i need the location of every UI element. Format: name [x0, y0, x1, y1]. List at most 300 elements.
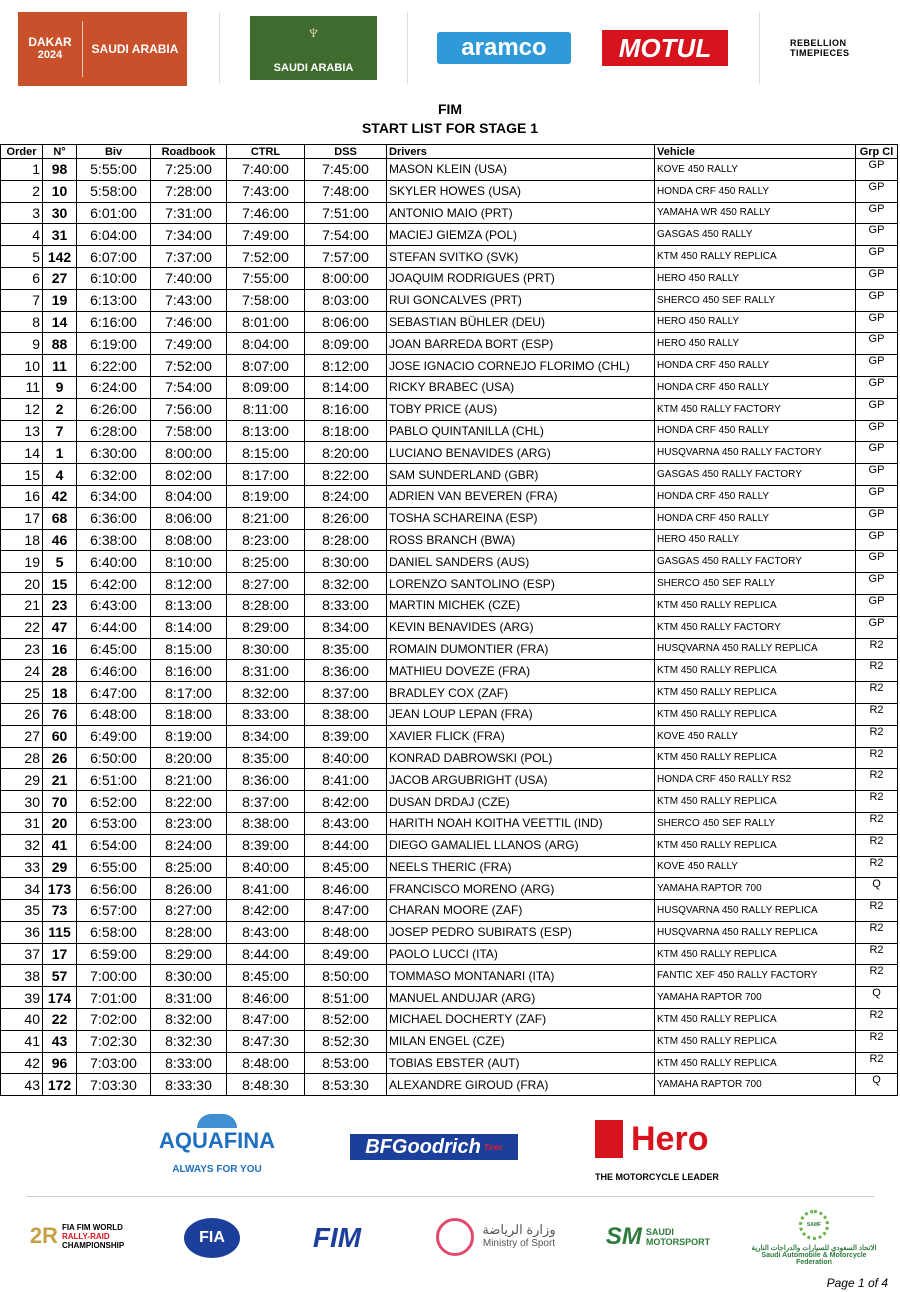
- vehicle-cell: HONDA CRF 450 RALLY: [655, 355, 856, 377]
- number-cell: 9: [43, 376, 77, 398]
- order-cell: 15: [1, 464, 43, 486]
- group-class-cell: R2: [856, 834, 898, 856]
- ministry-flower-icon: [436, 1218, 474, 1256]
- vehicle-cell: KTM 450 RALLY REPLICA: [655, 1052, 856, 1074]
- group-class-cell: GP: [856, 224, 898, 246]
- dakar-region: SAUDI ARABIA: [91, 42, 179, 56]
- number-cell: 173: [43, 878, 77, 900]
- group-class-cell: Q: [856, 878, 898, 900]
- order-cell: 3: [1, 202, 43, 224]
- table-row: [1, 333, 898, 355]
- aquafina-logo: [158, 1114, 276, 1175]
- driver-cell: ALEXANDRE GIROUD (FRA): [387, 1074, 655, 1096]
- order-cell: 25: [1, 682, 43, 704]
- number-cell: 7: [43, 420, 77, 442]
- table-row: [1, 573, 898, 595]
- table-row: [1, 638, 898, 660]
- start-list-table: [0, 144, 898, 1096]
- vehicle-cell: KTM 450 RALLY FACTORY: [655, 398, 856, 420]
- table-row: [1, 834, 898, 856]
- roadbook-cell: 7:25:00: [151, 159, 227, 181]
- ctrl-cell: 7:55:00: [227, 267, 305, 289]
- wrrc-logo: [26, 1218, 128, 1254]
- roadbook-cell: 7:40:00: [151, 267, 227, 289]
- biv-cell: 6:46:00: [77, 660, 151, 682]
- vehicle-cell: HUSQVARNA 450 RALLY REPLICA: [655, 921, 856, 943]
- biv-cell: 6:42:00: [77, 573, 151, 595]
- group-class-cell: GP: [856, 311, 898, 333]
- ctrl-cell: 8:34:00: [227, 725, 305, 747]
- sponsor-row-bottom: [0, 1204, 900, 1270]
- roadbook-cell: 7:31:00: [151, 202, 227, 224]
- ctrl-cell: 8:11:00: [227, 398, 305, 420]
- palm-swords-icon: ♆: [306, 22, 321, 44]
- hero-logo: [595, 1120, 740, 1182]
- dss-cell: 8:12:00: [305, 355, 387, 377]
- dakar-year: 2024: [37, 49, 63, 61]
- ctrl-cell: 8:38:00: [227, 812, 305, 834]
- group-class-cell: GP: [856, 333, 898, 355]
- biv-cell: 6:47:00: [77, 682, 151, 704]
- group-class-cell: R2: [856, 703, 898, 725]
- biv-cell: 6:13:00: [77, 289, 151, 311]
- roadbook-cell: 8:24:00: [151, 834, 227, 856]
- dss-cell: 8:51:00: [305, 987, 387, 1009]
- fia-logo: FIA: [184, 1218, 240, 1258]
- dss-cell: 7:45:00: [305, 159, 387, 181]
- table-row: [1, 725, 898, 747]
- table-row: [1, 202, 898, 224]
- roadbook-cell: 8:29:00: [151, 943, 227, 965]
- order-cell: 21: [1, 594, 43, 616]
- driver-cell: CHARAN MOORE (ZAF): [387, 900, 655, 922]
- driver-cell: HARITH NOAH KOITHA VEETTIL (IND): [387, 812, 655, 834]
- roadbook-cell: 8:23:00: [151, 812, 227, 834]
- driver-cell: ROSS BRANCH (BWA): [387, 529, 655, 551]
- order-cell: 16: [1, 485, 43, 507]
- ctrl-cell: 8:23:00: [227, 529, 305, 551]
- group-class-cell: GP: [856, 398, 898, 420]
- driver-cell: KEVIN BENAVIDES (ARG): [387, 616, 655, 638]
- number-cell: 47: [43, 616, 77, 638]
- group-class-cell: R2: [856, 812, 898, 834]
- biv-cell: 6:22:00: [77, 355, 151, 377]
- ctrl-cell: 8:45:00: [227, 965, 305, 987]
- number-cell: 30: [43, 202, 77, 224]
- roadbook-cell: 7:56:00: [151, 398, 227, 420]
- order-cell: 38: [1, 965, 43, 987]
- ctrl-cell: 8:44:00: [227, 943, 305, 965]
- roadbook-cell: 8:10:00: [151, 551, 227, 573]
- group-class-cell: GP: [856, 420, 898, 442]
- col-ctrl: CTRL: [227, 145, 305, 159]
- biv-cell: 6:24:00: [77, 376, 151, 398]
- dss-cell: 8:06:00: [305, 311, 387, 333]
- driver-cell: STEFAN SVITKO (SVK): [387, 246, 655, 268]
- biv-cell: 6:10:00: [77, 267, 151, 289]
- vehicle-cell: HUSQVARNA 450 RALLY FACTORY: [655, 442, 856, 464]
- biv-cell: 6:50:00: [77, 747, 151, 769]
- group-class-cell: GP: [856, 616, 898, 638]
- table-row: [1, 594, 898, 616]
- vehicle-cell: KTM 450 RALLY FACTORY: [655, 616, 856, 638]
- roadbook-cell: 8:32:30: [151, 1030, 227, 1052]
- dss-cell: 7:48:00: [305, 180, 387, 202]
- order-cell: 34: [1, 878, 43, 900]
- biv-cell: 6:04:00: [77, 224, 151, 246]
- dss-cell: 8:33:00: [305, 594, 387, 616]
- biv-cell: 5:58:00: [77, 180, 151, 202]
- vehicle-cell: YAMAHA RAPTOR 700: [655, 987, 856, 1009]
- document-title: FIM: [437, 101, 463, 117]
- group-class-cell: GP: [856, 267, 898, 289]
- biv-cell: 6:28:00: [77, 420, 151, 442]
- dss-cell: 8:28:00: [305, 529, 387, 551]
- dss-cell: 8:44:00: [305, 834, 387, 856]
- ctrl-cell: 8:17:00: [227, 464, 305, 486]
- group-class-cell: Q: [856, 1074, 898, 1096]
- vehicle-cell: KTM 450 RALLY REPLICA: [655, 747, 856, 769]
- group-class-cell: R2: [856, 682, 898, 704]
- order-cell: 7: [1, 289, 43, 311]
- number-cell: 57: [43, 965, 77, 987]
- driver-cell: KONRAD DABROWSKI (POL): [387, 747, 655, 769]
- driver-cell: ADRIEN VAN BEVEREN (FRA): [387, 485, 655, 507]
- ministry-of-sport-logo: [426, 1214, 566, 1260]
- table-row: [1, 267, 898, 289]
- group-class-cell: GP: [856, 289, 898, 311]
- roadbook-cell: 7:28:00: [151, 180, 227, 202]
- order-cell: 11: [1, 376, 43, 398]
- order-cell: 19: [1, 551, 43, 573]
- samf-logo: [744, 1210, 884, 1266]
- group-class-cell: GP: [856, 355, 898, 377]
- number-cell: 41: [43, 834, 77, 856]
- driver-cell: BRADLEY COX (ZAF): [387, 682, 655, 704]
- roadbook-cell: 8:20:00: [151, 747, 227, 769]
- number-cell: 20: [43, 812, 77, 834]
- col-drivers: Drivers: [387, 145, 655, 159]
- group-class-cell: R2: [856, 1030, 898, 1052]
- saudi-arabia-label: SAUDI ARABIA: [273, 62, 354, 74]
- table-row: [1, 398, 898, 420]
- ministry-english: Ministry of Sport: [482, 1238, 556, 1249]
- ctrl-cell: 8:27:00: [227, 573, 305, 595]
- sponsor-row-top: [0, 1108, 900, 1192]
- table-row: [1, 965, 898, 987]
- roadbook-cell: 8:18:00: [151, 703, 227, 725]
- driver-cell: RICKY BRABEC (USA): [387, 376, 655, 398]
- bfgoodrich-logo: [350, 1134, 518, 1160]
- group-class-cell: R2: [856, 1009, 898, 1031]
- group-class-cell: GP: [856, 464, 898, 486]
- biv-cell: 7:00:00: [77, 965, 151, 987]
- dss-cell: 7:54:00: [305, 224, 387, 246]
- vehicle-cell: KTM 450 RALLY REPLICA: [655, 660, 856, 682]
- ctrl-cell: 8:32:00: [227, 682, 305, 704]
- group-class-cell: R2: [856, 747, 898, 769]
- table-row: [1, 485, 898, 507]
- group-class-cell: GP: [856, 485, 898, 507]
- number-cell: 1: [43, 442, 77, 464]
- roadbook-cell: 8:13:00: [151, 594, 227, 616]
- roadbook-cell: 7:54:00: [151, 376, 227, 398]
- number-cell: 21: [43, 769, 77, 791]
- table-row: [1, 660, 898, 682]
- ctrl-cell: 8:35:00: [227, 747, 305, 769]
- vehicle-cell: HUSQVARNA 450 RALLY REPLICA: [655, 638, 856, 660]
- number-cell: 5: [43, 551, 77, 573]
- biv-cell: 6:16:00: [77, 311, 151, 333]
- roadbook-cell: 8:22:00: [151, 791, 227, 813]
- biv-cell: 6:53:00: [77, 812, 151, 834]
- vehicle-cell: KTM 450 RALLY REPLICA: [655, 703, 856, 725]
- vehicle-cell: KTM 450 RALLY REPLICA: [655, 834, 856, 856]
- number-cell: 29: [43, 856, 77, 878]
- vehicle-cell: HERO 450 RALLY: [655, 311, 856, 333]
- ctrl-cell: 8:48:00: [227, 1052, 305, 1074]
- dss-cell: 8:45:00: [305, 856, 387, 878]
- order-cell: 8: [1, 311, 43, 333]
- driver-cell: JOAQUIM RODRIGUES (PRT): [387, 267, 655, 289]
- ctrl-cell: 8:25:00: [227, 551, 305, 573]
- col-vehicle: Vehicle: [655, 145, 856, 159]
- driver-cell: PAOLO LUCCI (ITA): [387, 943, 655, 965]
- number-cell: 70: [43, 791, 77, 813]
- roadbook-cell: 8:33:00: [151, 1052, 227, 1074]
- driver-cell: DIEGO GAMALIEL LLANOS (ARG): [387, 834, 655, 856]
- driver-cell: MANUEL ANDUJAR (ARG): [387, 987, 655, 1009]
- group-class-cell: R2: [856, 725, 898, 747]
- col-dss: DSS: [305, 145, 387, 159]
- biv-cell: 6:34:00: [77, 485, 151, 507]
- dss-cell: 8:09:00: [305, 333, 387, 355]
- number-cell: 42: [43, 485, 77, 507]
- col-order: Order: [1, 145, 43, 159]
- driver-cell: SKYLER HOWES (USA): [387, 180, 655, 202]
- number-cell: 16: [43, 638, 77, 660]
- order-cell: 26: [1, 703, 43, 725]
- number-cell: 31: [43, 224, 77, 246]
- dss-cell: 8:53:00: [305, 1052, 387, 1074]
- biv-cell: 6:36:00: [77, 507, 151, 529]
- ctrl-cell: 8:15:00: [227, 442, 305, 464]
- roadbook-cell: 8:12:00: [151, 573, 227, 595]
- ctrl-cell: 8:47:00: [227, 1009, 305, 1031]
- table-row: [1, 246, 898, 268]
- table-row: [1, 224, 898, 246]
- samf-mark: SAMF: [806, 1222, 822, 1228]
- bfgoodrich-sub: Tires: [483, 1142, 503, 1152]
- group-class-cell: GP: [856, 594, 898, 616]
- table-row: [1, 442, 898, 464]
- number-cell: 10: [43, 180, 77, 202]
- table-row: [1, 703, 898, 725]
- number-cell: 4: [43, 464, 77, 486]
- vehicle-cell: YAMAHA WR 450 RALLY: [655, 202, 856, 224]
- vehicle-cell: KTM 450 RALLY REPLICA: [655, 1009, 856, 1031]
- order-cell: 22: [1, 616, 43, 638]
- aquafina-name: AQUAFINA: [158, 1128, 276, 1153]
- number-cell: 27: [43, 267, 77, 289]
- group-class-cell: GP: [856, 202, 898, 224]
- vehicle-cell: SHERCO 450 SEF RALLY: [655, 573, 856, 595]
- number-cell: 26: [43, 747, 77, 769]
- biv-cell: 6:40:00: [77, 551, 151, 573]
- ctrl-cell: 8:09:00: [227, 376, 305, 398]
- vehicle-cell: HONDA CRF 450 RALLY: [655, 507, 856, 529]
- order-cell: 36: [1, 921, 43, 943]
- driver-cell: SAM SUNDERLAND (GBR): [387, 464, 655, 486]
- order-cell: 30: [1, 791, 43, 813]
- ctrl-cell: 8:40:00: [227, 856, 305, 878]
- divider: [26, 1196, 874, 1197]
- biv-cell: 6:01:00: [77, 202, 151, 224]
- dss-cell: 8:16:00: [305, 398, 387, 420]
- table-header-row: [1, 145, 898, 159]
- group-class-cell: R2: [856, 769, 898, 791]
- number-cell: 18: [43, 682, 77, 704]
- page-number: Page 1 of 4: [826, 1276, 888, 1290]
- driver-cell: MICHAEL DOCHERTY (ZAF): [387, 1009, 655, 1031]
- table-row: [1, 311, 898, 333]
- dss-cell: 8:46:00: [305, 878, 387, 900]
- order-cell: 43: [1, 1074, 43, 1096]
- roadbook-cell: 7:43:00: [151, 289, 227, 311]
- ctrl-cell: 8:47:30: [227, 1030, 305, 1052]
- vehicle-cell: HONDA CRF 450 RALLY: [655, 420, 856, 442]
- dss-cell: 8:43:00: [305, 812, 387, 834]
- ctrl-cell: 8:28:00: [227, 594, 305, 616]
- number-cell: 115: [43, 921, 77, 943]
- ctrl-cell: 8:04:00: [227, 333, 305, 355]
- number-cell: 98: [43, 159, 77, 181]
- vehicle-cell: KTM 450 RALLY REPLICA: [655, 791, 856, 813]
- vehicle-cell: HONDA CRF 450 RALLY RS2: [655, 769, 856, 791]
- dss-cell: 8:53:30: [305, 1074, 387, 1096]
- dss-cell: 8:48:00: [305, 921, 387, 943]
- order-cell: 31: [1, 812, 43, 834]
- biv-cell: 6:48:00: [77, 703, 151, 725]
- number-cell: 142: [43, 246, 77, 268]
- vehicle-cell: FANTIC XEF 450 RALLY FACTORY: [655, 965, 856, 987]
- ctrl-cell: 8:36:00: [227, 769, 305, 791]
- table-row: [1, 943, 898, 965]
- table-row: [1, 180, 898, 202]
- water-drop-icon: [197, 1114, 237, 1128]
- group-class-cell: GP: [856, 507, 898, 529]
- table-row: [1, 878, 898, 900]
- table-row: [1, 551, 898, 573]
- saudi-motorsport-mark: SM: [605, 1223, 642, 1250]
- hero-mark-icon: [595, 1120, 623, 1158]
- wrrc-line3: CHAMPIONSHIP: [61, 1240, 125, 1250]
- group-class-cell: R2: [856, 638, 898, 660]
- driver-cell: SEBASTIAN BÜHLER (DEU): [387, 311, 655, 333]
- ctrl-cell: 8:29:00: [227, 616, 305, 638]
- table-row: [1, 1074, 898, 1096]
- biv-cell: 6:54:00: [77, 834, 151, 856]
- biv-cell: 7:03:30: [77, 1074, 151, 1096]
- number-cell: 96: [43, 1052, 77, 1074]
- driver-cell: ROMAIN DUMONTIER (FRA): [387, 638, 655, 660]
- driver-cell: JOAN BARREDA BORT (ESP): [387, 333, 655, 355]
- table-row: [1, 1030, 898, 1052]
- col-number: N°: [43, 145, 77, 159]
- number-cell: 73: [43, 900, 77, 922]
- driver-cell: DUSAN DRDAJ (CZE): [387, 791, 655, 813]
- group-class-cell: GP: [856, 551, 898, 573]
- roadbook-cell: 8:25:00: [151, 856, 227, 878]
- dss-cell: 8:30:00: [305, 551, 387, 573]
- order-cell: 42: [1, 1052, 43, 1074]
- vehicle-cell: YAMAHA RAPTOR 700: [655, 878, 856, 900]
- driver-cell: TOMMASO MONTANARI (ITA): [387, 965, 655, 987]
- dss-cell: 7:51:00: [305, 202, 387, 224]
- dss-cell: 8:26:00: [305, 507, 387, 529]
- order-cell: 2: [1, 180, 43, 202]
- table-row: [1, 769, 898, 791]
- group-class-cell: R2: [856, 900, 898, 922]
- number-cell: 11: [43, 355, 77, 377]
- biv-cell: 6:52:00: [77, 791, 151, 813]
- order-cell: 35: [1, 900, 43, 922]
- roadbook-cell: 8:00:00: [151, 442, 227, 464]
- vehicle-cell: GASGAS 450 RALLY: [655, 224, 856, 246]
- number-cell: 174: [43, 987, 77, 1009]
- ctrl-cell: 8:48:30: [227, 1074, 305, 1096]
- driver-cell: MACIEJ GIEMZA (POL): [387, 224, 655, 246]
- ctrl-cell: 8:01:00: [227, 311, 305, 333]
- biv-cell: 6:44:00: [77, 616, 151, 638]
- biv-cell: 6:38:00: [77, 529, 151, 551]
- bfgoodrich-name: BFGoodrich: [365, 1135, 481, 1158]
- table-row: [1, 1052, 898, 1074]
- order-cell: 37: [1, 943, 43, 965]
- vehicle-cell: KOVE 450 RALLY: [655, 856, 856, 878]
- roadbook-cell: 8:19:00: [151, 725, 227, 747]
- document-title-block: [0, 100, 900, 138]
- order-cell: 17: [1, 507, 43, 529]
- group-class-cell: R2: [856, 965, 898, 987]
- order-cell: 33: [1, 856, 43, 878]
- vehicle-cell: YAMAHA RAPTOR 700: [655, 1074, 856, 1096]
- biv-cell: 7:01:00: [77, 987, 151, 1009]
- table-row: [1, 747, 898, 769]
- group-class-cell: GP: [856, 442, 898, 464]
- group-class-cell: GP: [856, 376, 898, 398]
- dss-cell: 8:37:00: [305, 682, 387, 704]
- saudi-arabia-logo: [250, 16, 377, 80]
- number-cell: 23: [43, 594, 77, 616]
- ctrl-cell: 8:39:00: [227, 834, 305, 856]
- wrrc-line2: RALLY-RAID: [61, 1231, 110, 1241]
- order-cell: 23: [1, 638, 43, 660]
- table-row: [1, 355, 898, 377]
- driver-cell: TOSHA SCHAREINA (ESP): [387, 507, 655, 529]
- dss-cell: 8:40:00: [305, 747, 387, 769]
- dss-cell: 8:00:00: [305, 267, 387, 289]
- table-row: [1, 1009, 898, 1031]
- ctrl-cell: 8:33:00: [227, 703, 305, 725]
- saudi-motorsport-logo: [605, 1214, 711, 1260]
- ctrl-cell: 7:40:00: [227, 159, 305, 181]
- aramco-logo: aramco: [437, 32, 571, 64]
- order-cell: 32: [1, 834, 43, 856]
- ctrl-cell: 8:46:00: [227, 987, 305, 1009]
- rebellion-logo: REBELLION TIMEPIECES: [790, 38, 850, 58]
- number-cell: 172: [43, 1074, 77, 1096]
